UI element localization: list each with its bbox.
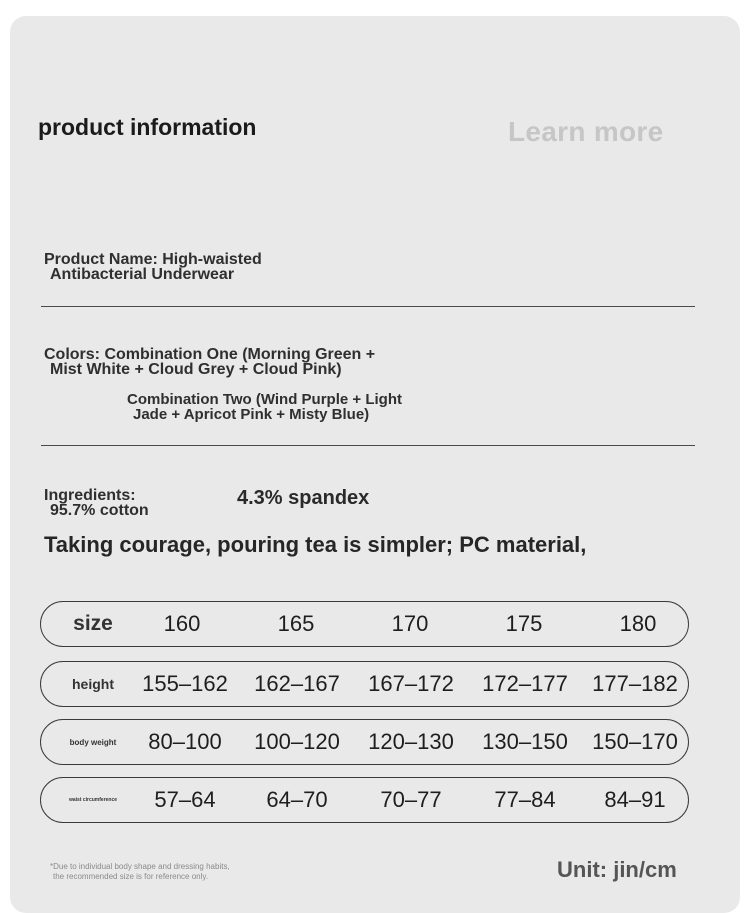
body-weight-row <box>40 719 689 765</box>
table-cell: 70–77 <box>380 787 442 812</box>
slogan-text: Taking courage, pouring tea is simpler; PC material, <box>44 532 587 557</box>
row-label-body-weight: body weight <box>69 737 117 747</box>
learn-more-link[interactable]: Learn more <box>508 116 664 147</box>
ingredients <box>44 488 149 518</box>
row-label-size: size <box>73 612 113 635</box>
table-cell: 84–91 <box>604 787 666 812</box>
colors-line2: Mist White + Cloud Grey + Cloud Pink) <box>50 361 342 378</box>
product-name-line2: Antibacterial Underwear <box>50 266 235 283</box>
table-cell: 77–84 <box>494 787 556 812</box>
waist-row <box>40 777 689 823</box>
table-cell: 175 <box>505 611 543 636</box>
table-cell: 80–100 <box>148 729 222 754</box>
colors-line1: Colors: Combination One (Morning Green + <box>44 346 376 363</box>
height-row <box>40 661 689 707</box>
page-title: product information <box>38 114 257 140</box>
table-cell: 180 <box>619 611 657 636</box>
ingredients-cotton: 95.7% cotton <box>50 502 149 519</box>
ingredients-spandex: 4.3% spandex <box>237 487 370 509</box>
table-cell: 160 <box>163 611 201 636</box>
colors-combination-one <box>44 347 375 377</box>
size-row <box>40 601 689 647</box>
unit-label: Unit: jin/cm <box>557 857 677 882</box>
product-name <box>44 252 262 282</box>
table-cell: 57–64 <box>154 787 216 812</box>
product-name-line1: Product Name: High-waisted <box>44 251 262 268</box>
disclaimer-line1: *Due to individual body shape and dressing habits, <box>50 862 230 871</box>
colors-combination-two <box>127 392 402 422</box>
table-cell: 64–70 <box>266 787 328 812</box>
table-cell: 170 <box>391 611 429 636</box>
table-cell: 167–172 <box>368 671 454 696</box>
divider <box>41 445 695 446</box>
disclaimer-line2: the recommended size is for reference only. <box>53 872 209 881</box>
table-cell: 177–182 <box>592 671 678 696</box>
table-cell: 130–150 <box>482 729 568 754</box>
table-cell: 100–120 <box>254 729 340 754</box>
ingredients-label: Ingredients: <box>44 487 136 504</box>
table-cell: 150–170 <box>592 729 678 754</box>
table-cell: 120–130 <box>368 729 454 754</box>
table-cell: 165 <box>277 611 315 636</box>
divider <box>41 306 695 307</box>
row-label-height: height <box>72 676 114 692</box>
table-cell: 155–162 <box>142 671 228 696</box>
colors2-line1: Combination Two (Wind Purple + Light <box>127 391 402 408</box>
row-label-waist: waist circumference <box>68 797 118 803</box>
size-disclaimer <box>50 862 230 882</box>
table-cell: 162–167 <box>254 671 340 696</box>
colors2-line2: Jade + Apricot Pink + Misty Blue) <box>133 406 370 423</box>
table-cell: 172–177 <box>482 671 568 696</box>
